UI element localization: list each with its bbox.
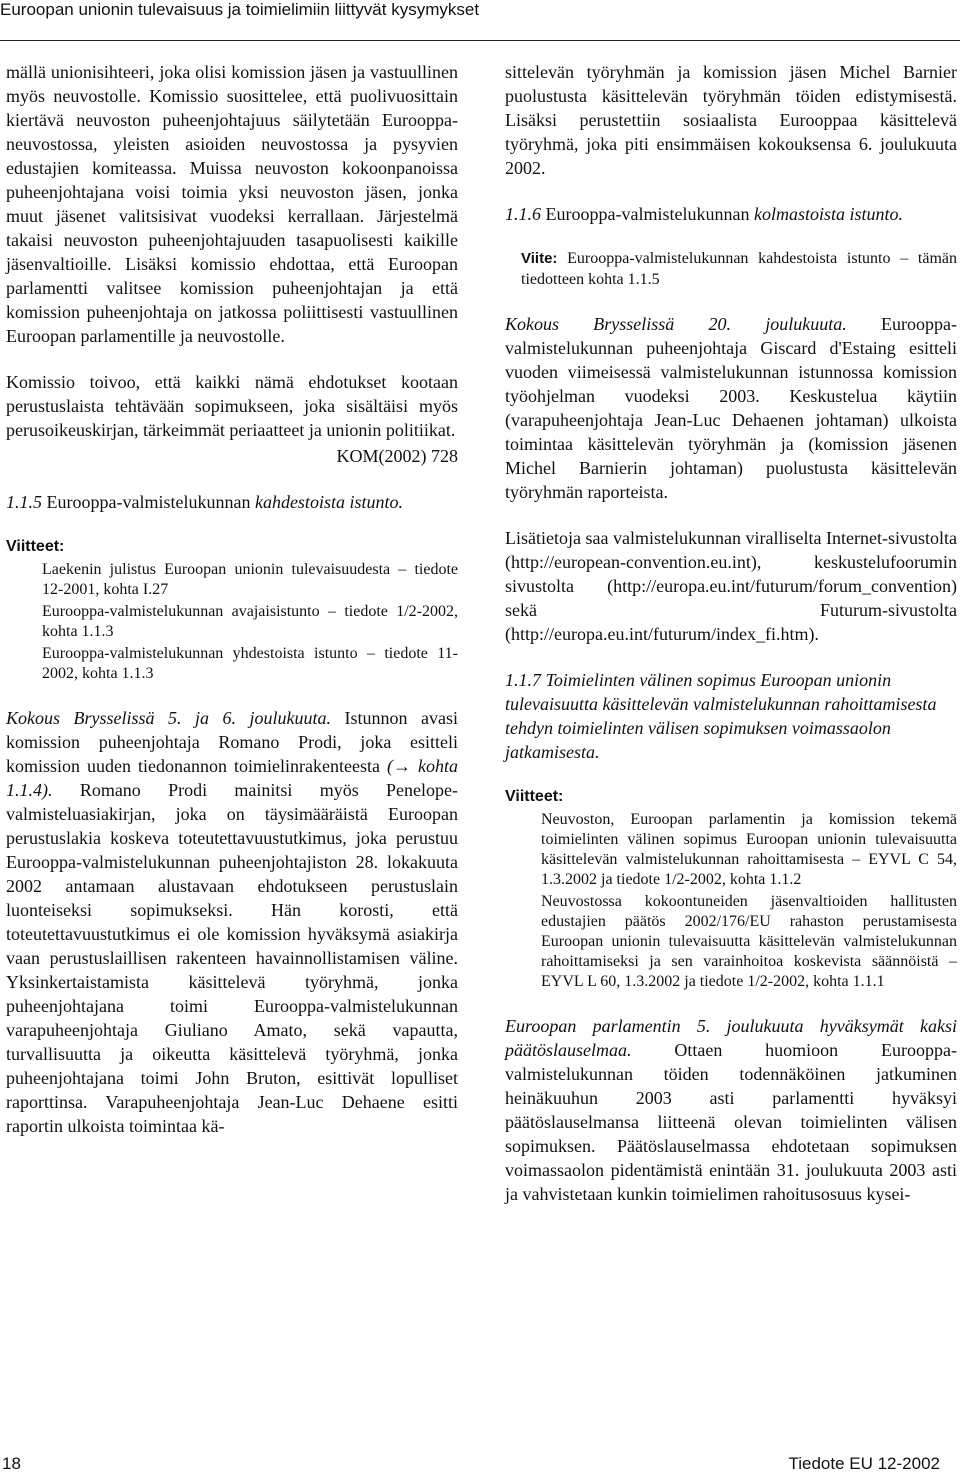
section-heading-1-1-5 (6, 490, 458, 514)
paragraph-text: Eurooppa-valmistelukunnan puheenjohtaja Giscard d'Estaing esitteli vuoden viimeisessä valmistelukunnan istunnossa komission työohjelman vuodeksi 2003. Keskustelua käytiin (varapuheenjohtaja Jean-Luc Dehaenen johtaman) ulkoista toimintaa käsittelevän työryhmän ja (komission jäsenen Michel Barnierin johtaman) puolustusta käsittelevän työryhmän raporteista. (505, 314, 958, 502)
meeting-date: Kokous Brysselissä 5. ja 6. joulukuuta. (6, 708, 332, 728)
right-paragraph-4 (505, 1014, 957, 1206)
left-paragraph-2: Komissio toivoo, että kaikki nämä ehdotukset kootaan perustuslaista tehtävään sopimukseen, joka sisältäisi myös perusoikeuskirjan, tärkeimmät periaatteet ja unionin politiikat. (6, 372, 458, 440)
references-label: Viitteet: (505, 788, 564, 805)
section-title-italic: kolmastoista istunto. (753, 204, 903, 224)
section-number: 1.1.5 (6, 492, 42, 512)
left-paragraph-1: mällä unionisihteeri, joka olisi komission jäsen ja vastuullinen myös neuvostolle. Komissio suosittelee, että puolivuosittain kiertävä neuvoston puheenjohtajuus säilytetään Eurooppa-neuvostossa, yleisten asioiden neuvostossa ja pysyvien edustajien komiteassa. Muissa neuvoston kokoonpanoissa puheenjohtajana voisi toimia yksi neuvoston jäsen, jonka muut jäsenet valitsisivat vuodeksi kerrallaan. Järjestelmä takaisi neuvoston puheenjohtajuuden tasapuolisesti kaikille jäsenvaltioille. Lisäksi komissio ehdottaa, että Euroopan parlamentti valitsee komission puheenjohtajan ja että komission puheenjohtaja on jatkossa poliittisesti vastuullinen Euroopan parlamentille ja neuvostolle. (6, 62, 458, 346)
paragraph-text: Romano Prodi mainitsi myös Penelope-valmisteluasiakirjan, joka on täysimääräistä Euroopan perustuslakia koskeva toteutettavuustutkimus, joka perustuu Eurooppa-valmistelukunnan puheenjohtajiston 28. lokakuuta 2002 antamaan alustavaan ehdotukseen perustuslain luonteiseksi sopimukseksi. Hän korosti, että toteutettavuustutkimus ei ole komission hyväksymä asiakirja vaan perustuslaillisen rakenteen havainnollistamisen väline. Yksinkertaistamista käsittelevä työryhmä, jonka puheenjohtajana toimi Eurooppa-valmistelukunnan varapuheenjohtaja Giuliano Amato, sekä vapautta, turvallisuutta ja oikeutta käsittelevä työryhmä, jonka puheenjohtajana toimi John Bruton, esittivät lopulliset raporttinsa. Varapuheenjohtaja Jean-Luc Dehaene esitti raportin ulkoista toimintaa kä- (6, 780, 459, 1136)
reference-note (505, 248, 957, 290)
section-title: Eurooppa-valmistelukunnan (545, 204, 750, 224)
page-footer (0, 1454, 960, 1478)
section-heading-1-1-6 (505, 202, 957, 226)
right-paragraph-1: sittelevän työryhmän ja komission jäsen Michel Barnier puolustusta käsittelevän työryhmän töiden edistymisestä. Lisäksi perustettiin sosiaalista Eurooppaa käsittelevä työryhmä, joka piti ensimmäisen kokouksensa 6. joulukuuta 2002. (505, 62, 957, 178)
header-rule (0, 40, 960, 41)
left-column (6, 60, 458, 1138)
paragraph-text: Istunnon avasi komission puheenjohtaja Romano Prodi, joka esitteli komission uuden tiedonannon toimielinrakenteesta (6, 708, 459, 776)
meeting-date: Kokous Brysselissä 20. joulukuuta. (505, 314, 847, 334)
reference-item: Laekenin julistus Euroopan unionin tulevaisuudesta – tiedote 12-2001, kohta I.27 (42, 561, 458, 598)
right-column (505, 60, 957, 1206)
running-header: Euroopan unionin tulevaisuus ja toimielimiin liittyvät kysymykset (0, 0, 480, 19)
reference-item: Neuvostossa kokoontuneiden jäsenvaltioiden hallitusten edustajien päätös 2002/176/EU rahaston perustamisesta Euroopan unionin tulevaisuutta käsittelevän valmistelukunnan rahoittamiseksi ja sen varainhoitoa koskevista säännöistä – EYVL L 60, 1.3.2002 ja tiedote 1/2-2002, kohta 1.1.1 (541, 893, 957, 990)
reference-item: Eurooppa-valmistelukunnan avajaisistunto – tiedote 1/2-2002, kohta 1.1.3 (42, 603, 458, 640)
resolution-title: Euroopan parlamentin 5. joulukuuta hyväksymät kaksi päätöslauselmaa. (505, 1016, 957, 1060)
reference-item: Eurooppa-valmistelukunnan yhdestoista istunto – tiedote 11-2002, kohta 1.1.3 (42, 645, 458, 682)
reference-text: Eurooppa-valmistelukunnan kahdestoista istunto – tämän tiedotteen kohta 1.1.5 (521, 250, 958, 288)
references-label: Viitteet: (6, 538, 65, 555)
right-paragraph-3: Lisätietoja saa valmistelukunnan viralliselta Internet-sivustolta (http://european-convention.eu.int), keskustelufoorumin sivustolta (http://europa.eu.int/futurum/forum_convention) sekä Futurum-sivustolta (http://europa.eu.int/futurum/index_fi.htm). (505, 528, 957, 644)
section-title-italic: kahdestoista istunto. (254, 492, 403, 512)
paragraph-text: Ottaen huomioon Eurooppa-valmistelukunnan töiden todennäköinen jatkuminen heinäkuuhun 2003 asti parlamentti hyväksyi päätöslauselmansa liitteenä olevan toimielinten välisen sopimuksen. Päätöslauselmassa ehdotetaan sopimuksen voimassaolon pidentämistä enintään 31. joulukuuta 2003 asti ja vahvistetaan kunkin toimielimen rahoitusosuus kysei- (505, 1040, 957, 1204)
section-title: Eurooppa-valmistelukunnan (46, 492, 251, 512)
publication-reference: Tiedote EU 12-2002 (788, 1454, 940, 1473)
section-heading-1-1-7: 1.1.7 Toimielinten välinen sopimus Euroopan unionin tulevaisuutta käsittelevän valmistelukunnan rahoittamisesta tehdyn toimielinten välisen sopimuksen voimassaolon jatkamisesta. (505, 670, 937, 762)
page-number: 18 (2, 1454, 21, 1473)
right-paragraph-2 (505, 312, 957, 504)
reference-item: Neuvoston, Euroopan parlamentin ja komission tekemä toimielinten välinen sopimus Euroopan unionin tulevaisuutta käsittelevän valmistelukunnan rahoittamisesta – EYVL C 54, 1.3.2002 ja tiedote 1/2-2002, kohta 1.1.2 (541, 811, 957, 888)
reference-label: Viite: (521, 250, 558, 267)
cross-reference: (→ kohta 1.1.4). (6, 756, 458, 800)
section-number: 1.1.6 (505, 204, 541, 224)
document-reference: KOM(2002) 728 (336, 446, 458, 466)
left-paragraph-3 (6, 706, 458, 1138)
